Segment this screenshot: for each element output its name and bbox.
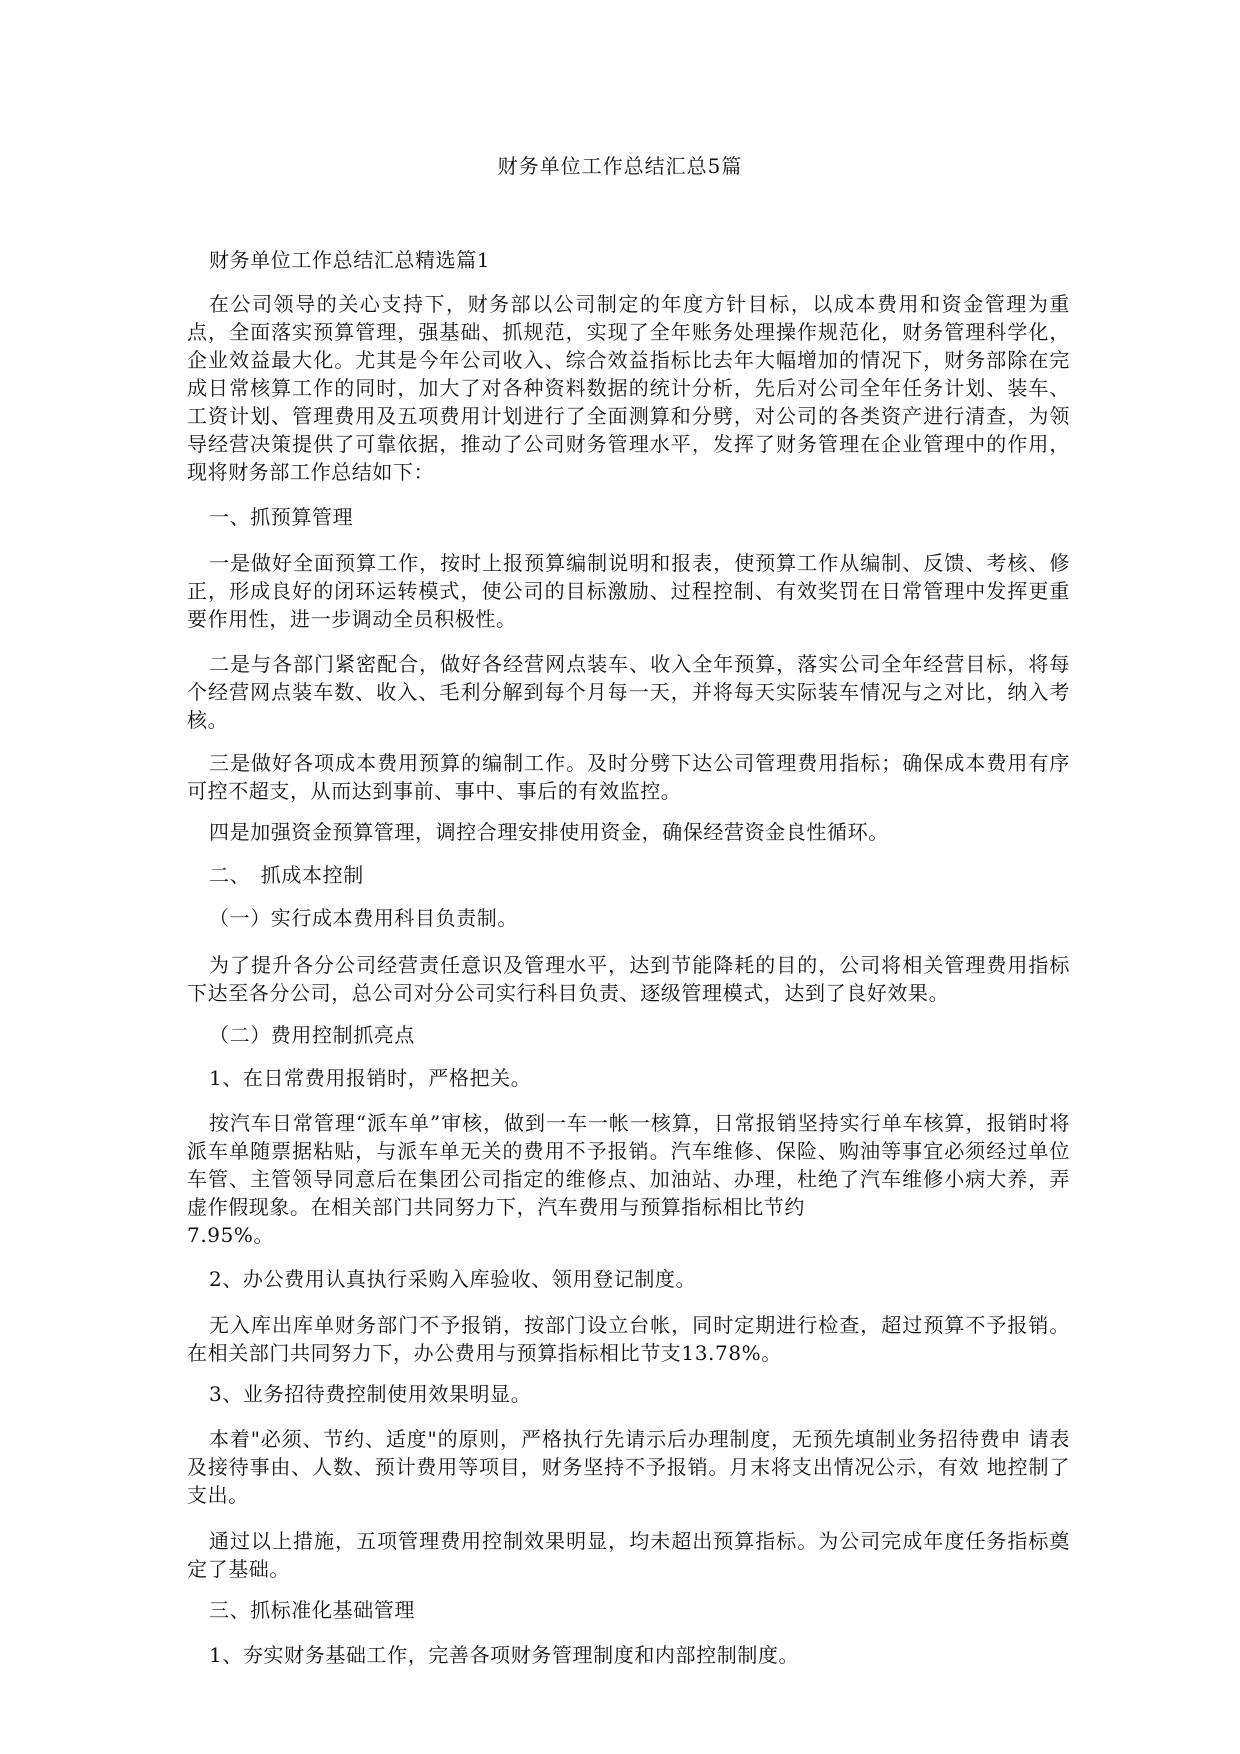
- subheading-responsibility: （一）实行成本费用科目负责制。: [209, 906, 518, 930]
- item-daily-expense: 1、在日常费用报销时，严格把关。: [209, 1066, 532, 1090]
- paragraph-measures: 通过以上措施，五项管理费用控制效果明显，均未超出预算指标。为公司完成年度任务指标奠定了基础。: [187, 1529, 1070, 1581]
- paragraph-vehicle: 按汽车日常管理“派车单”审核，做到一车一帐一核算，日常报销坚持实行单车核算，报销时将派车单随票据粘贴，与派车单无关的费用不予报销。汽车维修、保险、购油等事宜必须经过单位车管、主管领导同意后在集团公司指定的维修点、加油站、办理，杜绝了汽车维修小病大养，弄虚作假现象。在相关部门共同努力下，汽车费用与预算指标相比节约: [187, 1111, 1070, 1219]
- item-entertainment: 3、业务招待费控制使用效果明显。: [209, 1382, 532, 1406]
- paragraph-intro: 在公司领导的关心支持下，财务部以公司制定的年度方针目标，以成本费用和资金管理为重点，全面落实预算管理，强基础、抓规范，实现了全年账务处理操作规范化，财务管理科学化，企业效益最大化。尤其是今年公司收入、综合效益指标比去年大幅增加的情况下，财务部除在完成日常核算工作的同时，加大了对各种资料数据的统计分析，先后对公司全年任务计划、装车、工资计划、管理费用及五项费用计划进行了全面测算和分劈，对公司的各类资产进行清查，为领导经营决策提供了可靠依据，推动了公司财务管理水平，发挥了财务管理在企业管理中的作用，现将财务部工作总结如下：: [187, 292, 1070, 484]
- paragraph-budget-2: 二是与各部门紧密配合，做好各经营网点装车、收入全年预算，落实公司全年经营目标，将每个经营网点装车数、收入、毛利分解到每个月每一天，并将每天实际装车情况与之对比，纳入考核。: [187, 652, 1070, 732]
- paragraph-vehicle-percent: 7.95%。: [187, 1223, 275, 1247]
- heading-budget-management: 一、抓预算管理: [209, 505, 354, 529]
- heading-standardization: 三、抓标准化基础管理: [209, 1598, 415, 1622]
- heading-cost-control: 二、 抓成本控制: [209, 863, 364, 887]
- paragraph-entertainment: 本着"必须、节约、适度"的原则，严格执行先请示后办理制度，无预先填制业务招待费申 请表及接待事由、人数、预计费用等项目，财务坚持不予报销。月末将支出情况公示，有效 地控制了支出。: [187, 1427, 1070, 1507]
- item-office-expense: 2、办公费用认真执行采购入库验收、领用登记制度。: [209, 1267, 697, 1291]
- section-title: 财务单位工作总结汇总精选篇1: [209, 248, 491, 272]
- paragraph-responsibility: 为了提升各分公司经营责任意识及管理水平，达到节能降耗的目的，公司将相关管理费用指标下达至各分公司，总公司对分公司实行科目负责、逐级管理模式，达到了良好效果。: [187, 953, 1070, 1005]
- item-finance-foundation: 1、夯实财务基础工作，完善各项财务管理制度和内部控制制度。: [209, 1643, 800, 1667]
- paragraph-budget-4: 四是加强资金预算管理，调控合理安排使用资金，确保经营资金良性循环。: [209, 820, 889, 844]
- paragraph-office: 无入库出库单财务部门不予报销，按部门设立台帐，同时定期进行检查，超过预算不予报销。在相关部门共同努力下，办公费用与预算指标相比节支13.78%。: [187, 1313, 1070, 1365]
- paragraph-budget-3: 三是做好各项成本费用预算的编制工作。及时分劈下达公司管理费用指标；确保成本费用有序可控不超支，从而达到事前、事中、事后的有效监控。: [187, 751, 1070, 803]
- subheading-expense-control: （二）费用控制抓亮点: [209, 1023, 415, 1047]
- paragraph-budget-1: 一是做好全面预算工作，按时上报预算编制说明和报表，使预算工作从编制、反馈、考核、修正，形成良好的闭环运转模式，使公司的目标激励、过程控制、有效奖罚在日常管理中发挥更重要作用性，进一步调动全员积极性。: [187, 551, 1070, 631]
- document-title: 财务单位工作总结汇总5篇: [497, 154, 743, 178]
